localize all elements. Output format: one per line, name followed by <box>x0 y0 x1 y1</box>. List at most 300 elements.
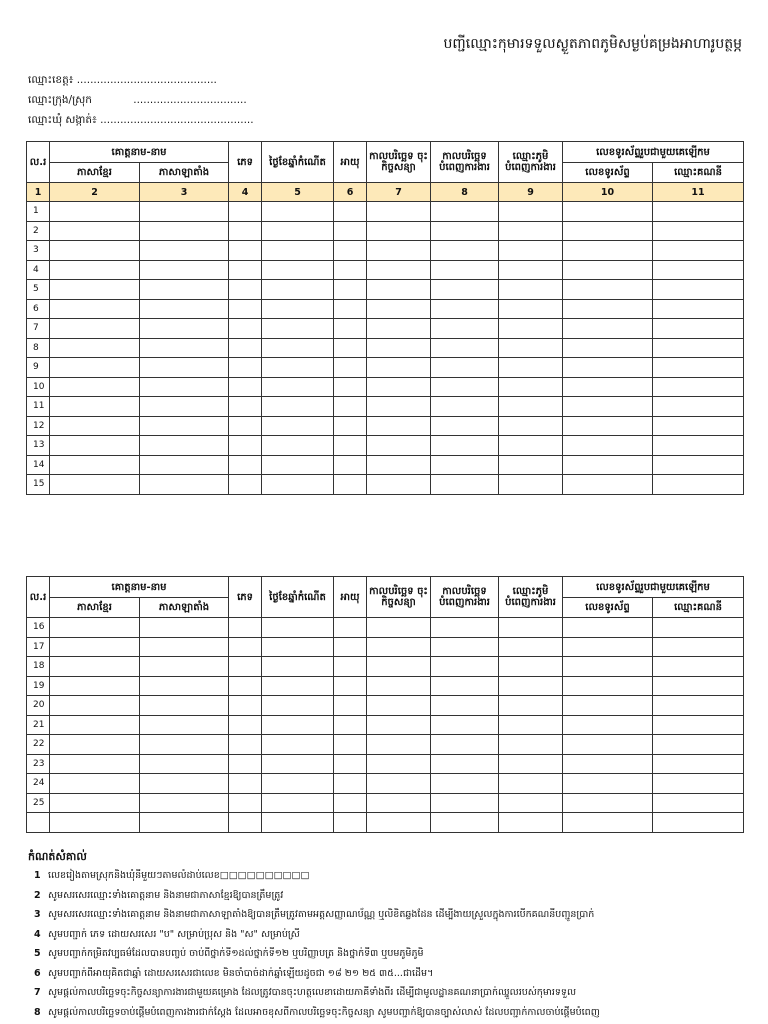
table-cell[interactable] <box>229 202 262 222</box>
table-cell[interactable] <box>334 377 367 397</box>
table-cell[interactable] <box>431 774 499 794</box>
table-cell[interactable] <box>140 202 229 222</box>
table-cell[interactable] <box>563 676 653 696</box>
table-cell[interactable] <box>140 436 229 456</box>
table-cell[interactable] <box>334 455 367 475</box>
table-cell[interactable] <box>563 735 653 755</box>
row-number: 15 <box>27 475 50 495</box>
table-row <box>27 299 744 319</box>
table-cell[interactable] <box>262 436 334 456</box>
table-cell[interactable] <box>262 416 334 436</box>
table-cell[interactable] <box>367 280 431 300</box>
table-cell[interactable] <box>431 618 499 638</box>
table-cell[interactable] <box>262 280 334 300</box>
table-cell[interactable] <box>334 715 367 735</box>
note-number: 5 <box>34 948 41 959</box>
table-cell[interactable] <box>367 793 431 813</box>
table-cell[interactable] <box>50 657 140 677</box>
table-cell[interactable] <box>653 338 744 358</box>
table-cell[interactable] <box>499 436 563 456</box>
table-cell[interactable] <box>140 637 229 657</box>
table-cell[interactable] <box>229 475 262 495</box>
row-number: 22 <box>27 735 50 755</box>
table-cell[interactable] <box>431 637 499 657</box>
table-cell[interactable] <box>229 299 262 319</box>
table-cell[interactable] <box>229 319 262 339</box>
table-cell[interactable] <box>499 280 563 300</box>
column-number: 8 <box>431 183 499 202</box>
table-row <box>27 280 744 300</box>
table-cell[interactable] <box>229 813 262 833</box>
note-item <box>34 905 754 925</box>
table-cell[interactable] <box>563 377 653 397</box>
table-cell[interactable] <box>140 280 229 300</box>
table-cell[interactable] <box>653 319 744 339</box>
table-cell[interactable] <box>431 715 499 735</box>
table-cell[interactable] <box>50 676 140 696</box>
table-cell[interactable] <box>334 397 367 417</box>
table-cell[interactable] <box>140 657 229 677</box>
table-cell[interactable] <box>653 657 744 677</box>
table-cell[interactable] <box>140 319 229 339</box>
table-cell[interactable] <box>563 696 653 716</box>
note-item <box>34 944 754 964</box>
table-cell[interactable] <box>140 221 229 241</box>
table-cell[interactable] <box>334 221 367 241</box>
table-cell[interactable] <box>499 618 563 638</box>
table-cell[interactable] <box>653 754 744 774</box>
table-cell[interactable] <box>563 774 653 794</box>
table-cell[interactable] <box>431 241 499 261</box>
table-cell[interactable] <box>367 436 431 456</box>
table-cell[interactable] <box>431 793 499 813</box>
table-cell[interactable] <box>431 338 499 358</box>
table-cell[interactable] <box>563 280 653 300</box>
table-cell[interactable] <box>653 735 744 755</box>
table-cell[interactable] <box>563 202 653 222</box>
header-village: ឈ្មោះភូមិ បំពេញការងារ <box>499 142 563 183</box>
table-cell[interactable] <box>367 377 431 397</box>
table-cell[interactable] <box>431 436 499 456</box>
table-cell[interactable] <box>563 637 653 657</box>
table-cell[interactable] <box>499 260 563 280</box>
table-cell[interactable] <box>229 793 262 813</box>
table-cell[interactable] <box>653 455 744 475</box>
table-cell[interactable] <box>499 793 563 813</box>
header-account: ឈ្មោះគណនី <box>653 163 744 183</box>
table-cell[interactable] <box>50 416 140 436</box>
table-cell[interactable] <box>50 715 140 735</box>
table-cell[interactable] <box>367 754 431 774</box>
table-cell[interactable] <box>334 299 367 319</box>
table-cell[interactable] <box>499 397 563 417</box>
table-cell[interactable] <box>50 377 140 397</box>
table-cell[interactable] <box>563 455 653 475</box>
table-row <box>27 241 744 261</box>
table-cell[interactable] <box>50 221 140 241</box>
table-cell[interactable] <box>334 241 367 261</box>
table-cell[interactable] <box>431 260 499 280</box>
table-cell[interactable] <box>367 299 431 319</box>
table-cell[interactable] <box>653 676 744 696</box>
table-cell[interactable] <box>50 319 140 339</box>
table-cell[interactable] <box>431 299 499 319</box>
table-cell[interactable] <box>367 715 431 735</box>
table-cell[interactable] <box>50 358 140 378</box>
table-cell[interactable] <box>50 202 140 222</box>
table-cell[interactable] <box>334 618 367 638</box>
note-item <box>34 983 754 1003</box>
table-row <box>27 754 744 774</box>
table-cell[interactable] <box>653 202 744 222</box>
table-cell[interactable] <box>563 358 653 378</box>
table-cell[interactable] <box>140 358 229 378</box>
table-cell[interactable] <box>367 319 431 339</box>
table-cell[interactable] <box>653 618 744 638</box>
table-cell[interactable] <box>367 397 431 417</box>
table-cell[interactable] <box>563 260 653 280</box>
header-work-date: កាលបរិច្ឆេទ បំពេញការងារ <box>431 577 499 618</box>
table-cell[interactable] <box>431 696 499 716</box>
table-cell[interactable] <box>563 319 653 339</box>
row-number: 17 <box>27 637 50 657</box>
table-cell[interactable] <box>334 260 367 280</box>
table-cell[interactable] <box>499 637 563 657</box>
province-field[interactable]: .......................................... <box>76 74 217 86</box>
table-cell[interactable] <box>140 774 229 794</box>
column-number: 3 <box>140 183 229 202</box>
table-cell[interactable] <box>334 358 367 378</box>
table-cell[interactable] <box>140 475 229 495</box>
table-cell[interactable] <box>563 754 653 774</box>
row-number: 20 <box>27 696 50 716</box>
table-cell[interactable] <box>334 416 367 436</box>
table-cell[interactable] <box>563 475 653 495</box>
table-cell[interactable] <box>499 657 563 677</box>
table-cell[interactable] <box>563 416 653 436</box>
table-cell[interactable] <box>563 436 653 456</box>
table-cell[interactable] <box>499 676 563 696</box>
table-cell[interactable] <box>262 241 334 261</box>
table-cell[interactable] <box>431 754 499 774</box>
table-cell[interactable] <box>140 813 229 833</box>
table-cell[interactable] <box>653 416 744 436</box>
table-cell[interactable] <box>262 377 334 397</box>
table-cell[interactable] <box>50 436 140 456</box>
table-cell[interactable] <box>229 358 262 378</box>
table-cell[interactable] <box>229 676 262 696</box>
table-cell[interactable] <box>262 397 334 417</box>
district-field[interactable]: .................................. <box>133 94 247 106</box>
table-cell[interactable] <box>262 715 334 735</box>
table-cell[interactable] <box>229 618 262 638</box>
table-cell[interactable] <box>563 618 653 638</box>
table-cell[interactable] <box>334 475 367 495</box>
table-cell[interactable] <box>50 260 140 280</box>
notes-heading: កំណត់សំគាល់ <box>28 850 87 863</box>
table-cell[interactable] <box>229 221 262 241</box>
table-cell[interactable] <box>140 416 229 436</box>
table-cell[interactable] <box>262 676 334 696</box>
table-cell[interactable] <box>50 475 140 495</box>
table-cell[interactable] <box>140 618 229 638</box>
table-cell[interactable] <box>499 202 563 222</box>
table-cell[interactable] <box>262 319 334 339</box>
table-cell[interactable] <box>499 754 563 774</box>
table-cell[interactable] <box>262 299 334 319</box>
table-cell[interactable] <box>140 455 229 475</box>
header-phone: លេខទូរស័ព្ទ <box>563 163 653 183</box>
table-cell[interactable] <box>499 377 563 397</box>
table-cell[interactable] <box>367 358 431 378</box>
table-cell[interactable] <box>431 202 499 222</box>
table-cell[interactable] <box>229 280 262 300</box>
row-number: 18 <box>27 657 50 677</box>
table-cell[interactable] <box>140 338 229 358</box>
table-cell[interactable] <box>262 202 334 222</box>
table-cell[interactable] <box>499 338 563 358</box>
table-cell[interactable] <box>334 696 367 716</box>
table-cell[interactable] <box>140 696 229 716</box>
table-cell[interactable] <box>499 715 563 735</box>
row-number: 14 <box>27 455 50 475</box>
table-cell[interactable] <box>140 793 229 813</box>
table-cell[interactable] <box>140 735 229 755</box>
table-cell[interactable] <box>334 280 367 300</box>
table-cell[interactable] <box>334 793 367 813</box>
table-cell[interactable] <box>367 475 431 495</box>
table-cell[interactable] <box>229 377 262 397</box>
table-cell[interactable] <box>229 735 262 755</box>
table-cell[interactable] <box>563 338 653 358</box>
table-cell[interactable] <box>334 637 367 657</box>
table-cell[interactable] <box>140 377 229 397</box>
table-cell[interactable] <box>140 754 229 774</box>
table-cell[interactable] <box>431 735 499 755</box>
table-cell[interactable] <box>653 475 744 495</box>
table-cell[interactable] <box>367 221 431 241</box>
table-cell[interactable] <box>50 338 140 358</box>
table-cell[interactable] <box>499 241 563 261</box>
table-cell[interactable] <box>499 221 563 241</box>
table-cell[interactable] <box>262 637 334 657</box>
table-cell[interactable] <box>50 637 140 657</box>
table-cell[interactable] <box>431 657 499 677</box>
table-cell[interactable] <box>367 202 431 222</box>
table-cell[interactable] <box>334 319 367 339</box>
table-cell[interactable] <box>499 813 563 833</box>
table-cell[interactable] <box>367 416 431 436</box>
table-cell[interactable] <box>431 221 499 241</box>
table-cell[interactable] <box>653 260 744 280</box>
table-cell[interactable] <box>262 221 334 241</box>
table-cell[interactable] <box>431 813 499 833</box>
table-cell[interactable] <box>262 774 334 794</box>
table-cell[interactable] <box>563 241 653 261</box>
table-cell[interactable] <box>367 657 431 677</box>
table-cell[interactable] <box>334 657 367 677</box>
table-cell[interactable] <box>653 715 744 735</box>
table-cell[interactable] <box>229 397 262 417</box>
table-cell[interactable] <box>367 735 431 755</box>
header-khmer: ភាសាខ្មែរ <box>50 163 140 183</box>
table-cell[interactable] <box>563 221 653 241</box>
table-cell[interactable] <box>653 436 744 456</box>
table-cell[interactable] <box>499 358 563 378</box>
table-row <box>27 735 744 755</box>
table-cell[interactable] <box>229 436 262 456</box>
table-cell[interactable] <box>262 475 334 495</box>
table-cell[interactable] <box>229 241 262 261</box>
table-cell[interactable] <box>653 397 744 417</box>
table-cell[interactable] <box>431 377 499 397</box>
table-cell[interactable] <box>499 735 563 755</box>
table-cell[interactable] <box>499 475 563 495</box>
table-cell[interactable] <box>563 793 653 813</box>
table-cell[interactable] <box>431 280 499 300</box>
column-number: 7 <box>367 183 431 202</box>
table-cell[interactable] <box>499 416 563 436</box>
header-phone: លេខទូរស័ព្ទ <box>563 598 653 618</box>
table-cell[interactable] <box>50 299 140 319</box>
table-cell[interactable] <box>229 657 262 677</box>
table-cell[interactable] <box>431 319 499 339</box>
table-cell[interactable] <box>50 813 140 833</box>
table-cell[interactable] <box>653 377 744 397</box>
header-phone-group: លេខទូរស័ព្ទរួបជាមួយគេឡើកម <box>563 142 744 163</box>
commune-field[interactable]: .............................................. <box>100 114 254 126</box>
table-cell[interactable] <box>431 397 499 417</box>
table-cell[interactable] <box>229 416 262 436</box>
table-cell[interactable] <box>367 618 431 638</box>
table-cell[interactable] <box>431 416 499 436</box>
table-cell[interactable] <box>367 696 431 716</box>
table-cell[interactable] <box>140 260 229 280</box>
table-cell[interactable] <box>262 455 334 475</box>
table-cell[interactable] <box>563 657 653 677</box>
table-cell[interactable] <box>229 260 262 280</box>
table-cell[interactable] <box>229 774 262 794</box>
table-row <box>27 793 744 813</box>
table-cell[interactable] <box>431 358 499 378</box>
table-cell[interactable] <box>499 455 563 475</box>
header-latin: ភាសាឡាតាំង <box>140 163 229 183</box>
table-cell[interactable] <box>653 358 744 378</box>
table-cell[interactable] <box>334 774 367 794</box>
table-cell[interactable] <box>431 475 499 495</box>
table-cell[interactable] <box>334 735 367 755</box>
table-cell[interactable] <box>431 676 499 696</box>
note-item <box>34 925 754 945</box>
table-cell[interactable] <box>653 696 744 716</box>
table-cell[interactable] <box>367 260 431 280</box>
table-cell[interactable] <box>367 455 431 475</box>
table-cell[interactable] <box>50 455 140 475</box>
table-cell[interactable] <box>653 813 744 833</box>
table-cell[interactable] <box>229 696 262 716</box>
table-cell[interactable] <box>499 299 563 319</box>
table-cell[interactable] <box>50 793 140 813</box>
table-cell[interactable] <box>334 754 367 774</box>
table-cell[interactable] <box>334 436 367 456</box>
table-cell[interactable] <box>262 260 334 280</box>
table-cell[interactable] <box>229 637 262 657</box>
note-item <box>34 1003 754 1023</box>
table-cell[interactable] <box>499 319 563 339</box>
table-cell[interactable] <box>50 754 140 774</box>
table-cell[interactable] <box>653 774 744 794</box>
table-cell[interactable] <box>563 813 653 833</box>
table-cell[interactable] <box>563 715 653 735</box>
table-cell[interactable] <box>50 241 140 261</box>
table-cell[interactable] <box>367 676 431 696</box>
table-cell[interactable] <box>50 696 140 716</box>
table-cell[interactable] <box>499 774 563 794</box>
table-cell[interactable] <box>367 813 431 833</box>
table-cell[interactable] <box>367 241 431 261</box>
table-cell[interactable] <box>140 676 229 696</box>
table-cell[interactable] <box>499 696 563 716</box>
table-cell[interactable] <box>140 241 229 261</box>
table-cell[interactable] <box>229 455 262 475</box>
district-label: ឈ្មោះក្រុង/ស្រុក <box>28 94 92 106</box>
table-cell[interactable] <box>229 715 262 735</box>
table-cell[interactable] <box>262 338 334 358</box>
row-number: 11 <box>27 397 50 417</box>
table-cell[interactable] <box>140 715 229 735</box>
table-cell[interactable] <box>563 397 653 417</box>
table-cell[interactable] <box>140 299 229 319</box>
table-cell[interactable] <box>262 813 334 833</box>
table-cell[interactable] <box>140 397 229 417</box>
table-cell[interactable] <box>653 241 744 261</box>
table-cell[interactable] <box>262 696 334 716</box>
table-cell[interactable] <box>50 774 140 794</box>
table-cell[interactable] <box>50 735 140 755</box>
table-cell[interactable] <box>367 338 431 358</box>
table-cell[interactable] <box>262 618 334 638</box>
row-number: 21 <box>27 715 50 735</box>
table-cell[interactable] <box>653 221 744 241</box>
table-cell[interactable] <box>229 338 262 358</box>
table-cell[interactable] <box>653 637 744 657</box>
table-cell[interactable] <box>50 280 140 300</box>
table-cell[interactable] <box>334 202 367 222</box>
table-cell[interactable] <box>367 774 431 794</box>
table-cell[interactable] <box>50 397 140 417</box>
table-cell[interactable] <box>262 754 334 774</box>
table-cell[interactable] <box>262 657 334 677</box>
table-cell[interactable] <box>262 358 334 378</box>
table-cell[interactable] <box>334 676 367 696</box>
note-text: សូមសរសេរឈ្មោះទាំងគោត្តនាម និងនាមជាភាសាឡាតាំងឱ្យបានត្រឹមត្រូវតាមអត្តសញ្ញាណប័ណ្ណ ឬលិខិតឆ្លងដែន ដើម្បីងាយស្រួលក្នុងការបើកគណនីបញ្ជូនប្រាក់ <box>48 909 595 920</box>
table-cell[interactable] <box>229 754 262 774</box>
table-cell[interactable] <box>431 455 499 475</box>
table-cell[interactable] <box>334 813 367 833</box>
table-cell[interactable] <box>653 793 744 813</box>
table-cell[interactable] <box>653 299 744 319</box>
table-cell[interactable] <box>653 280 744 300</box>
table-cell[interactable] <box>262 793 334 813</box>
table-cell[interactable] <box>367 637 431 657</box>
table-cell[interactable] <box>50 618 140 638</box>
table-cell[interactable] <box>262 735 334 755</box>
table-row <box>27 221 744 241</box>
table-cell[interactable] <box>334 338 367 358</box>
table-cell[interactable] <box>563 299 653 319</box>
notes-list <box>34 866 754 1022</box>
header-name-group: គោត្តនាម-នាម <box>50 142 229 163</box>
